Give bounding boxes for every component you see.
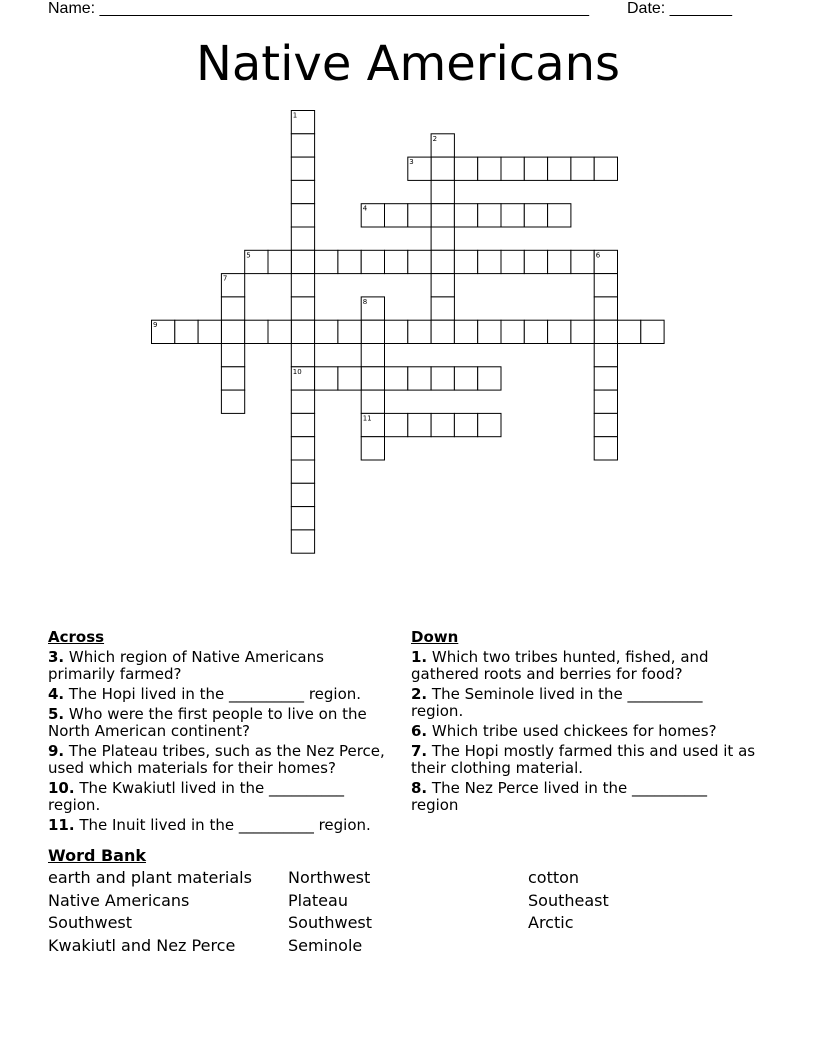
grid-cell[interactable] (524, 157, 547, 180)
grid-cell[interactable] (571, 320, 594, 343)
grid-cell[interactable] (221, 320, 244, 343)
grid-cell[interactable] (501, 204, 524, 227)
grid-cell[interactable] (548, 250, 571, 273)
word-bank-item: Southwest (48, 913, 133, 932)
down-clues (411, 628, 756, 817)
grid-cell[interactable] (361, 390, 384, 413)
grid-cell[interactable] (454, 320, 477, 343)
cell-number: 5 (246, 251, 251, 260)
clue-text: The Plateau tribes, such as the Nez Perce, used which materials for their homes? (48, 742, 385, 777)
grid-cell[interactable] (361, 250, 384, 273)
grid-cell[interactable] (454, 367, 477, 390)
clue-number: 10. (48, 779, 75, 797)
grid-cell[interactable] (291, 180, 314, 203)
grid-cell[interactable] (291, 227, 314, 250)
grid-cell[interactable] (385, 367, 408, 390)
grid-cell[interactable] (291, 204, 314, 227)
grid-cell[interactable] (548, 320, 571, 343)
grid-cell[interactable] (501, 250, 524, 273)
clue-text: The Seminole lived in the __________ region. (411, 685, 703, 720)
clue-item (411, 780, 756, 814)
grid-cell[interactable] (478, 157, 501, 180)
grid-cell[interactable] (408, 320, 431, 343)
grid-cell[interactable] (431, 320, 454, 343)
date-line: Date: _______ (627, 0, 732, 17)
grid-cell[interactable] (361, 344, 384, 367)
grid-cell[interactable] (268, 250, 291, 273)
grid-cell[interactable] (408, 204, 431, 227)
grid-cell[interactable] (594, 437, 617, 460)
clue-item (411, 649, 756, 683)
grid-cell[interactable] (385, 413, 408, 436)
grid-cell[interactable] (478, 204, 501, 227)
grid-cell[interactable] (408, 250, 431, 273)
grid-cell[interactable] (594, 297, 617, 320)
clue-item (48, 743, 393, 777)
word-bank-column (288, 867, 372, 957)
grid-cell[interactable] (361, 320, 384, 343)
cell-number: 7 (222, 274, 228, 283)
word-bank-column (528, 867, 609, 935)
clue-item (48, 817, 393, 834)
clue-text: The Hopi mostly farmed this and used it as their clothing material. (411, 742, 756, 777)
down-heading: Down (411, 628, 459, 646)
grid-cell[interactable] (478, 250, 501, 273)
grid-cell[interactable] (431, 413, 454, 436)
grid-cell[interactable] (454, 413, 477, 436)
grid-cell[interactable] (291, 460, 314, 483)
word-bank-item: Seminole (288, 935, 363, 955)
across-heading: Across (48, 628, 105, 646)
grid-cell[interactable] (291, 437, 314, 460)
grid-cell[interactable] (291, 344, 314, 367)
clue-number: 3. (48, 648, 65, 666)
grid-cell[interactable] (408, 413, 431, 436)
grid-cell[interactable] (291, 483, 314, 506)
clue-number: 5. (48, 705, 65, 723)
grid-cell[interactable] (291, 134, 314, 157)
clue-number: 7. (411, 742, 428, 760)
grid-cell[interactable] (221, 367, 244, 390)
grid-cell[interactable] (361, 367, 384, 390)
grid-cell[interactable] (501, 157, 524, 180)
clue-item (411, 723, 756, 740)
grid-cell[interactable] (338, 367, 361, 390)
cell-number: 6 (595, 251, 601, 260)
grid-cell[interactable] (221, 344, 244, 367)
clue-item (48, 706, 393, 740)
word-bank-item: Southeast (528, 890, 609, 910)
word-bank-item: cotton (528, 868, 580, 887)
grid-cell[interactable] (594, 413, 617, 436)
grid-cell[interactable] (641, 320, 664, 343)
word-bank-item: Northwest (288, 868, 371, 887)
grid-cell[interactable] (315, 320, 338, 343)
clue-item (411, 686, 756, 720)
word-bank-item: Arctic (528, 913, 574, 932)
grid-cell[interactable] (478, 320, 501, 343)
grid-cell[interactable] (291, 413, 314, 436)
word-bank-item: Kwakiutl and Nez Perce (48, 935, 236, 955)
grid-cell[interactable] (221, 297, 244, 320)
clue-text: Which tribe used chickees for homes? (427, 722, 717, 740)
word-bank-item: Plateau (288, 890, 348, 910)
grid-cell[interactable] (594, 274, 617, 297)
grid-cell[interactable] (338, 320, 361, 343)
grid-cell[interactable] (385, 250, 408, 273)
cell-number: 1 (292, 111, 298, 120)
grid-cell[interactable] (291, 157, 314, 180)
clue-number: 6. (411, 722, 428, 740)
grid-cell[interactable] (385, 204, 408, 227)
grid-cell[interactable] (291, 390, 314, 413)
page-title: Native Americans (195, 36, 621, 92)
grid-cell[interactable] (571, 157, 594, 180)
clue-text: Which two tribes hunted, fished, and gathered roots and berries for food? (411, 648, 709, 683)
grid-cell[interactable] (221, 390, 244, 413)
grid-cell[interactable] (361, 437, 384, 460)
grid-cell[interactable] (291, 274, 314, 297)
clue-item (48, 686, 393, 703)
clue-text: The Kwakiutl lived in the __________ region. (48, 779, 345, 814)
grid-cell[interactable] (338, 250, 361, 273)
grid-cell[interactable] (268, 320, 291, 343)
grid-cell[interactable] (454, 157, 477, 180)
grid-cell[interactable] (478, 367, 501, 390)
grid-cell[interactable] (315, 367, 338, 390)
clue-text: Which region of Native Americans primarily farmed? (48, 648, 324, 683)
clue-text: Who were the first people to live on the North American continent? (48, 705, 367, 740)
grid-cell[interactable] (594, 320, 617, 343)
grid-cell[interactable] (431, 367, 454, 390)
word-bank-item: earth and plant materials (48, 868, 252, 887)
clue-number: 1. (411, 648, 428, 666)
word-bank-item: Southwest (288, 913, 373, 932)
grid-cell[interactable] (431, 157, 454, 180)
name-line: Name: _______________________________________________________ (48, 0, 589, 17)
grid-cell[interactable] (524, 204, 547, 227)
grid-cell[interactable] (291, 297, 314, 320)
grid-cell[interactable] (175, 320, 198, 343)
grid-cell[interactable] (594, 344, 617, 367)
grid-cell[interactable] (245, 320, 268, 343)
grid-cell[interactable] (431, 180, 454, 203)
grid-cell[interactable] (594, 157, 617, 180)
grid-cell[interactable] (594, 367, 617, 390)
word-bank-column (48, 867, 252, 957)
cell-number: 4 (362, 204, 368, 213)
grid-cell[interactable] (315, 250, 338, 273)
clue-number: 9. (48, 742, 65, 760)
cell-number: 3 (409, 158, 414, 167)
grid-cell[interactable] (548, 204, 571, 227)
word-bank-item: Native Americans (48, 890, 190, 910)
clue-item (48, 649, 393, 683)
grid-cell[interactable] (408, 367, 431, 390)
grid-cell[interactable] (454, 204, 477, 227)
grid-cell[interactable] (548, 157, 571, 180)
grid-cell[interactable] (478, 413, 501, 436)
grid-cell[interactable] (431, 274, 454, 297)
clue-number: 4. (48, 685, 65, 703)
grid-cell[interactable] (291, 250, 314, 273)
grid-cell[interactable] (618, 320, 641, 343)
clue-text: The Hopi lived in the __________ region. (64, 685, 362, 703)
grid-cell[interactable] (198, 320, 221, 343)
word-bank-heading: Word Bank (48, 846, 147, 865)
clue-item (411, 743, 756, 777)
grid-cell[interactable] (291, 320, 314, 343)
clue-number: 2. (411, 685, 428, 703)
clue-item (48, 780, 393, 814)
grid-cell[interactable] (291, 507, 314, 530)
grid-cell[interactable] (431, 250, 454, 273)
grid-cell[interactable] (291, 530, 314, 553)
across-clues (48, 628, 393, 837)
grid-cell[interactable] (431, 227, 454, 250)
clue-number: 11. (48, 816, 75, 834)
cell-number: 2 (432, 134, 438, 143)
clue-text: The Inuit lived in the __________ region. (74, 816, 371, 834)
clue-number: 8. (411, 779, 428, 797)
grid-cell[interactable] (524, 250, 547, 273)
grid-cell[interactable] (454, 250, 477, 273)
cell-number: 8 (362, 297, 368, 306)
grid-cell[interactable] (385, 320, 408, 343)
grid-cell[interactable] (524, 320, 547, 343)
cell-number: 11 (362, 414, 372, 423)
grid-cell[interactable] (501, 320, 524, 343)
clue-text: The Nez Perce lived in the __________ region (411, 779, 708, 814)
grid-cell[interactable] (594, 390, 617, 413)
cell-number: 10 (292, 367, 302, 376)
cell-number: 9 (153, 321, 158, 330)
grid-cell[interactable] (431, 297, 454, 320)
grid-cell[interactable] (431, 204, 454, 227)
grid-cell[interactable] (571, 250, 594, 273)
